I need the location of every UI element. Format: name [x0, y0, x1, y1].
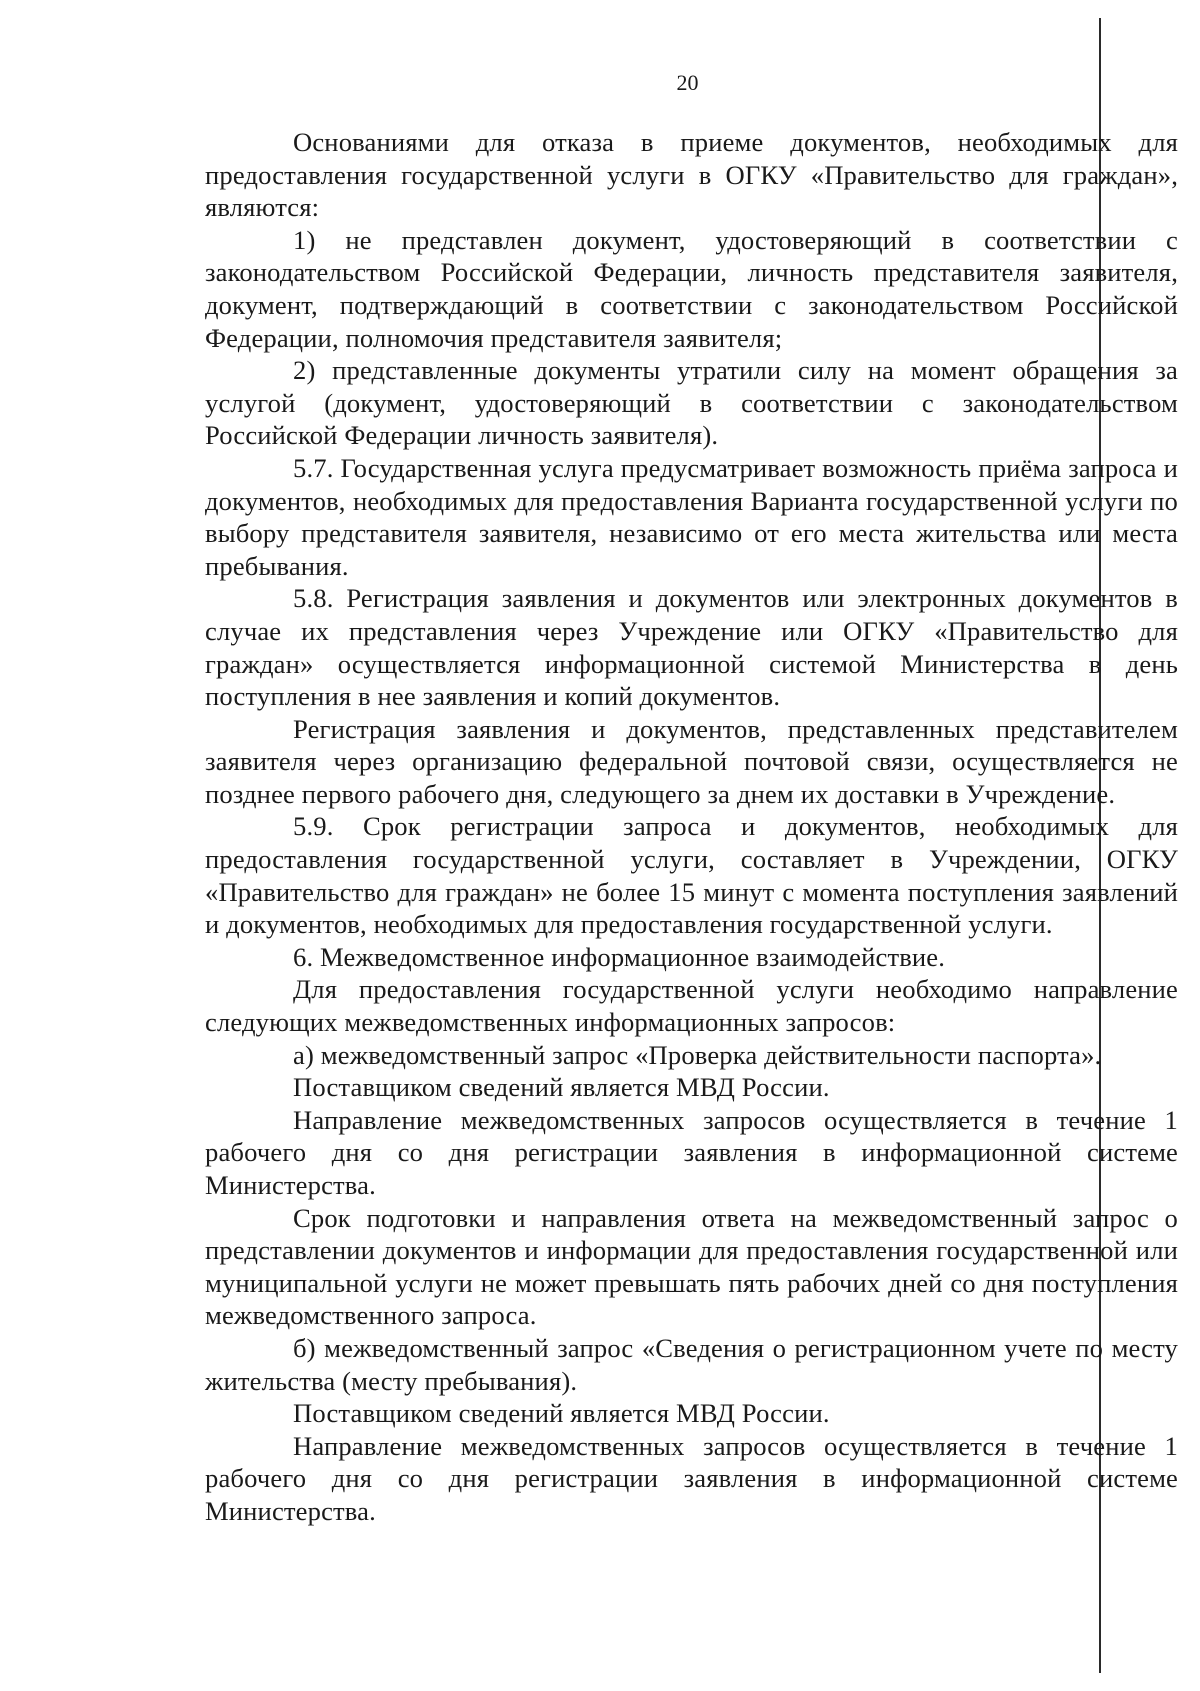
paragraph-5-9: 5.9. Срок регистрации запроса и документов, необходимых для предоставления государственной услуги, составляет в Учреждении, ОГКУ «Правительство для граждан» не более 15 минут с момента поступления заявлений и документов, необходимых для предоставления государственной услуги.: [205, 811, 1178, 940]
paragraph-request-a: а) межведомственный запрос «Проверка действительности паспорта».: [293, 1039, 1102, 1070]
paragraph-interagency-requests: Для предоставления государственной услуги необходимо направление следующих межведомственных информационных запросов:: [205, 974, 1178, 1038]
page-number: 20: [676, 70, 699, 95]
paragraph-provider-a: Поставщиком сведений является МВД России.: [293, 1072, 830, 1103]
paragraph-item-1: 1) не представлен документ, удостоверяющий в соответствии с законодательством Российской Федерации, личность представителя заявителя, документ, подтверждающий в соответствии с законодательством Российской Федерации, полномочия представителя заявителя;: [205, 224, 1178, 353]
paragraph-5-7: 5.7. Государственная услуга предусматривает возможность приёма запроса и документов, необходимых для предоставления Варианта государственной услуги по выбору представителя заявителя, независимо от его места жительства или места пребывания.: [205, 452, 1178, 581]
paragraph-section-6-heading: 6. Межведомственное информационное взаимодействие.: [293, 941, 946, 972]
document-body: [205, 126, 1178, 1528]
paragraph-provider-b: Поставщиком сведений является МВД России.: [293, 1398, 830, 1429]
paragraph-5-8: 5.8. Регистрация заявления и документов или электронных документов в случае их представления через Учреждение или ОГКУ «Правительство для граждан» осуществляется информационной системой Министерства в день поступления в нее заявления и копий документов.: [205, 583, 1178, 712]
paragraph-item-2: 2) представленные документы утратили силу на момент обращения за услугой (документ, удостоверяющий в соответствии с законодательством Российской Федерации личность заявителя).: [205, 355, 1178, 451]
paragraph-registration-postal: Регистрация заявления и документов, представленных представителем заявителя через организацию федеральной почтовой связи, осуществляется не позднее первого рабочего дня, следующего за днем их доставки в Учреждение.: [205, 713, 1178, 809]
paragraph-request-timing-a: Направление межведомственных запросов осуществляется в течение 1 рабочего дня со дня регистрации заявления в информационной системе Министерства.: [205, 1104, 1178, 1200]
paragraph-refusal-grounds: Основаниями для отказа в приеме документов, необходимых для предоставления государственной услуги в ОГКУ «Правительство для граждан», являются:: [205, 127, 1178, 223]
paragraph-request-timing-b: Направление межведомственных запросов осуществляется в течение 1 рабочего дня со дня регистрации заявления в информационной системе Министерства.: [205, 1430, 1178, 1526]
paragraph-request-b: б) межведомственный запрос «Сведения о регистрационном учете по месту жительства (месту пребывания).: [205, 1332, 1178, 1396]
paragraph-response-deadline: Срок подготовки и направления ответа на межведомственный запрос о представлении документов и информации для предоставления государственной или муниципальной услуги не может превышать пять рабочих дней со дня поступления межведомственного запроса.: [205, 1202, 1178, 1331]
